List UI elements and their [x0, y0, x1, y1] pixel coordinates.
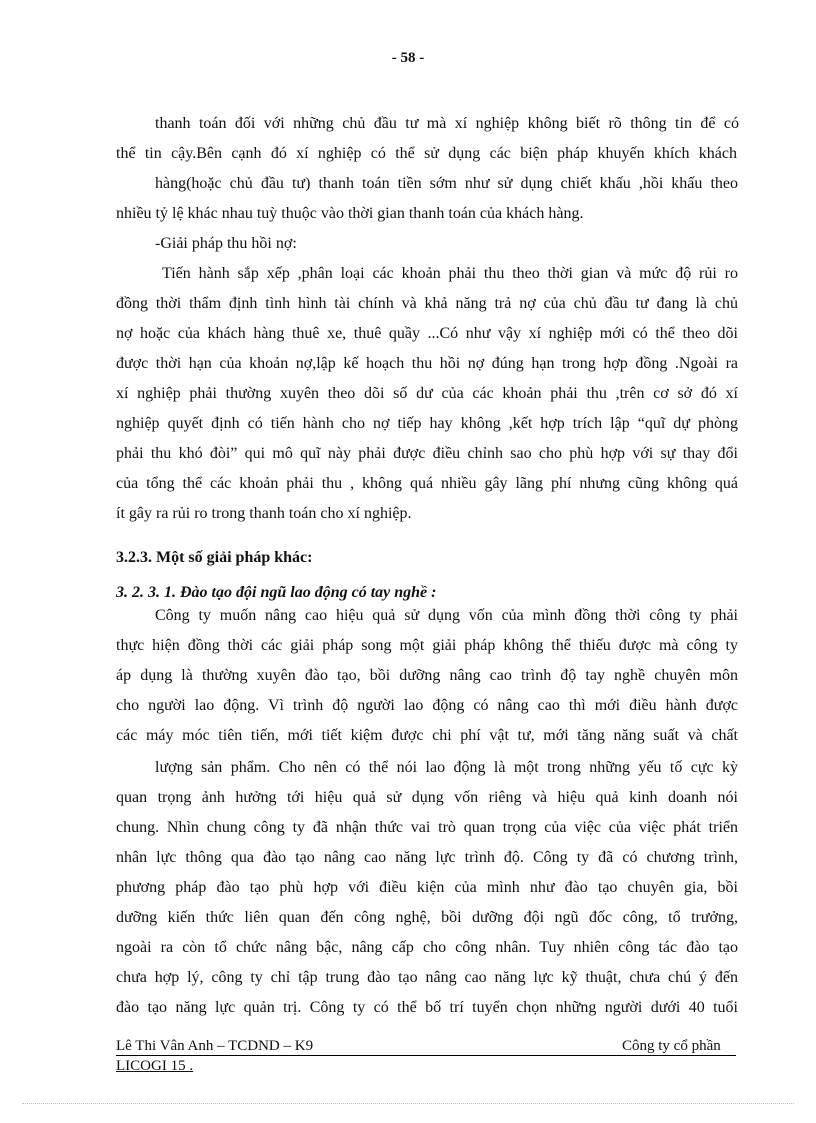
text-line: chung. Nhìn chung công ty đã nhận thức vai trò quan trọng của việc của việc phát triển	[116, 819, 738, 836]
section-heading: 3.2.3. Một số giải pháp khác:	[116, 549, 313, 566]
text-line: xí nghiệp phải thường xuyên theo dõi số dư của các khoản phải thu ,trên cơ sở đó xí	[116, 385, 738, 402]
text-line: nhân lực thông qua đào tạo nâng cao năng lực trình độ. Công ty đã có chương trình,	[116, 849, 738, 866]
text-line: dưỡng kiến thức liên quan đến công nghệ, bồi dưỡng đội ngũ đốc công, tổ trưởng,	[116, 909, 738, 926]
text-line: -Giải pháp thu hồi nợ:	[155, 235, 297, 252]
footer-rule	[116, 1055, 736, 1056]
text-line: đào tạo năng lực quản trị. Công ty có thể bố trí tuyển chọn những người dưới 40 tuổi	[116, 999, 738, 1016]
text-line: hàng(hoặc chủ đầu tư) thanh toán tiền sớm như sử dụng chiết khấu ,hồi khấu theo	[155, 175, 738, 192]
text-line: của tổng thể các khoản phải thu , không quá nhiều gây lãng phí nhưng cũng không quá	[116, 475, 738, 492]
footer-author: Lê Thi Vân Anh – TCDND – K9	[116, 1038, 314, 1054]
text-line: nghiệp quyết định có tiến hành cho nợ tiếp hay không ,kết hợp trích lập “quĩ dự phòng	[116, 415, 738, 432]
footer-company: Công ty cổ phần	[622, 1038, 721, 1054]
text-line: thể tin cậy.Bên cạnh đó xí nghiệp có thể sử dụng các biện pháp khuyến khích khách	[116, 145, 737, 162]
page-number: - 58 -	[391, 50, 425, 66]
page-bottom-rule	[22, 1103, 794, 1104]
text-line: thanh toán đối với những chủ đầu tư mà xí nghiệp không biết rõ thông tin để có	[155, 115, 739, 132]
text-line: quan trọng ảnh hưởng tới hiệu quả sử dụng vốn riêng và hiệu quả kinh doanh nói	[116, 789, 738, 806]
text-line: cho người lao động. Vì trình độ người lao động có nâng cao thì mới điều hành được	[116, 697, 738, 714]
text-line: áp dụng là thường xuyên đào tạo, bồi dưỡng nâng cao trình độ tay nghề chuyên môn	[116, 667, 738, 684]
text-line: phải thu khó đòi” qui mô quĩ này phải được điều chỉnh sao cho phù hợp với sự thay đổi	[116, 445, 738, 462]
text-line: được thời hạn của khoản nợ,lập kế hoạch thu hồi nợ đúng hạn trong hợp đồng .Ngoài ra	[116, 355, 738, 372]
footer-company-cont: LICOGI 15 .	[116, 1058, 194, 1074]
text-line: các máy móc tiên tiến, mới tiết kiệm được chi phí vật tư, mới tăng năng suất và chất	[116, 727, 738, 744]
text-line: ít gây ra rủi ro trong thanh toán cho xí nghiệp.	[116, 505, 412, 522]
text-line: ngoài ra còn tổ chức nâng bậc, nâng cấp cho công nhân. Tuy nhiên công tác đào tạo	[116, 939, 738, 956]
section-heading: 3. 2. 3. 1. Đào tạo đội ngũ lao động có tay nghề :	[116, 584, 437, 601]
text-line: thực hiện đồng thời các giải pháp song một giải pháp không thể thiếu được mà công ty	[116, 637, 738, 654]
text-line: lượng sản phẩm. Cho nên có thể nói lao động là một trong những yếu tố cực kỳ	[155, 759, 738, 776]
text-line: nhiều tỷ lệ khác nhau tuỳ thuộc vào thời gian thanh toán của khách hàng.	[116, 205, 584, 222]
text-line: chưa hợp lý, công ty chỉ tập trung đào tạo nâng cao năng lực kỹ thuật, chưa chú ý đến	[116, 969, 738, 986]
text-line: Công ty muốn nâng cao hiệu quả sử dụng vốn của mình đồng thời công ty phải	[155, 607, 738, 624]
text-line: đồng thời thẩm định tình hình tài chính và khả năng trả nợ của chủ đầu tư đang là chủ	[116, 295, 738, 312]
text-line: Tiến hành sắp xếp ,phân loại các khoản phải thu theo thời gian và mức độ rủi ro	[162, 265, 738, 282]
text-line: nợ hoặc của khách hàng thuê xe, thuê quầy ...Có như vậy xí nghiệp mới có thể theo dõi	[116, 325, 738, 342]
text-line: phương pháp đào tạo phù hợp với điều kiện của mình như đào tạo chuyên gia, bồi	[116, 879, 738, 896]
